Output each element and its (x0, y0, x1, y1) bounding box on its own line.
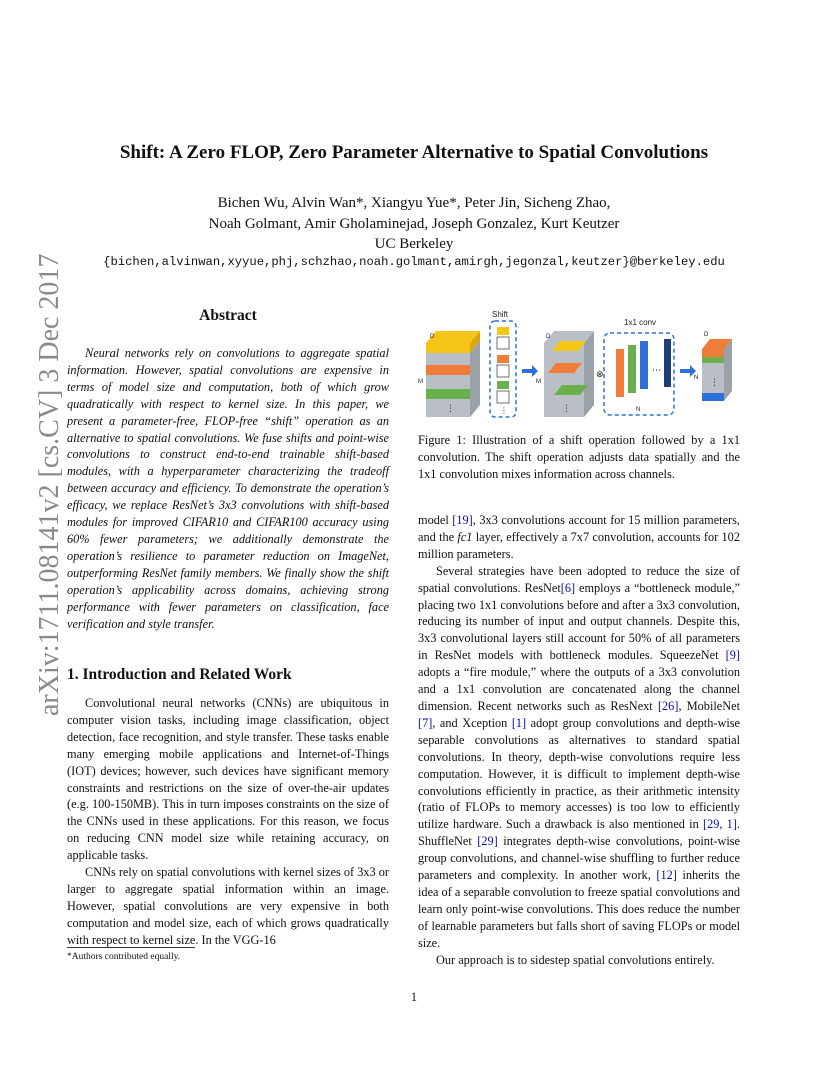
authors-line-2: Noah Golmant, Amir Gholaminejad, Joseph Gonzalez, Kurt Keutzer (208, 215, 620, 232)
footnote: *Authors contributed equally. (67, 952, 181, 962)
label-m-shifted: M (536, 379, 541, 385)
text-run: model (418, 513, 453, 527)
text-run: Several strategies have been adopted to reduce the size of spatial convolutions. ResNet (418, 563, 740, 595)
output-tensor (694, 332, 732, 401)
right-column-body (418, 512, 740, 968)
text-run: , and Xception (432, 715, 512, 730)
label-n-output: N (694, 375, 699, 381)
svg-text:⋮: ⋮ (562, 403, 571, 413)
citation-link[interactable]: [6] (560, 580, 576, 595)
text-run: employs a “bottleneck module,” placing two 1x1 convolutions before and after a 3x3 convolution, reducing its number of input and output channels. Despite this, 3x3 convolutional layers still account for 50% of all parameters in ResNet models with bottleneck modules. SqueezeNet (418, 580, 740, 663)
text-run: integrates depth-wise convolutions, point-wise group convolutions, and channel-wise shuffling to further reduce parameters and complexity. In another work, (418, 834, 740, 883)
shift-kernels (490, 310, 516, 417)
citation-link[interactable]: [29] (477, 834, 498, 849)
citation-link[interactable]: [9] (725, 648, 740, 663)
shifted-tensor (536, 331, 594, 417)
pointwise-conv (604, 318, 674, 415)
citation-link[interactable]: [26] (657, 698, 679, 713)
svg-text:⋯: ⋯ (652, 365, 661, 375)
input-tensor (418, 331, 480, 417)
text-run: adopt group convolutions and depth-wise separable convolutions as alternatives to standard spatial convolutions. In theory, depth-wise convolutions require less computation. However, it is difficult to implement depth-wise convolutions efficiently in practice, as their arithmetic intensity (ratio of FLOPs to memory accesses) is too low to efficiently utilize hardware. Such a drawback is also mentioned in (418, 715, 740, 832)
intro-paragraph-2: CNNs rely on spatial convolutions with kernel sizes of 3x3 or larger to aggregate spatial information within an image. However, spatial convolutions are very expensive in both computation and model size, each of which grows quadratically with respect to kernel size. In the VGG-16 (67, 865, 389, 947)
author-emails: {bichen,alvinwan,xyyue,phj,schzhao,noah.golmant,amirgh,jegonzal,keutzer}@berkeley.edu (103, 255, 725, 269)
citation-link[interactable]: [29, 1] (702, 817, 737, 832)
text-run: adopts a “fire module,” where the outputs of a 3x3 convolution and a 1x1 convolution are concatenated along the channel dimension. Recent networks such as ResNext (418, 665, 740, 713)
arxiv-stamp: arXiv:1711.08141v2 [cs.CV] 3 Dec 2017 (34, 253, 65, 716)
svg-text:⋮: ⋮ (500, 406, 508, 415)
citation-link[interactable]: [7] (418, 715, 433, 730)
text-run: , MobileNet (678, 698, 740, 713)
citation-link[interactable]: [1] (511, 715, 527, 730)
right-paragraph-2 (418, 563, 740, 952)
svg-text:⋮: ⋮ (710, 377, 719, 387)
label-n-conv: N (636, 407, 641, 413)
label-m-input: M (418, 379, 423, 385)
text-run: . ShuffleNet (418, 817, 740, 849)
section-heading-intro: 1. Introduction and Related Work (67, 666, 292, 683)
text-run: layer, effectively a 7x7 convolution, accounts for 102 million parameters. (418, 529, 740, 561)
text-run: inherits the idea of a separable convolution to freeze spatial convolutions and learn only point-wise convolutions. This does reduce the number of learnable parameters but falls short of saving FLOPs or model size. (418, 868, 740, 950)
abstract-paragraph: Neural networks rely on convolutions to aggregate spatial information. However, spatial convolutions are expensive in terms of model size and computation, both of which grow quadratically with respect to kernel size. In this paper, we present a parameter-free, FLOP-free “shift” operation as an alternative to spatial convolutions. We fuse shifts and point-wise convolutions to construct end-to-end trainable shift-based modules, with a hyperparameter characterizing the tradeoff between accuracy and efficiency. To demonstrate the operation’s efficacy, we replace ResNet’s 3x3 convolutions with shift-based modules for improved CIFAR10 and CIFAR100 accuracy using 60% fewer parameters; we additionally demonstrate the operation’s resilience to parameter reduction on ImageNet, outperforming ResNet family members. We finally show the shift operation’s applicability across domains, achieving strong performance with fewer parameters on classification, face verification and style transfer. (67, 346, 389, 631)
figure-shift-diagram (418, 305, 740, 423)
label-shift: Shift (492, 310, 509, 319)
text-run: , 3x3 convolutions account for 15 million parameters, and the (418, 513, 741, 544)
arrow-1 (522, 365, 538, 377)
right-paragraph-1 (418, 512, 740, 563)
authors-line-1: Bichen Wu, Alvin Wan*, Xiangyu Yue*, Peter Jin, Sicheng Zhao, (217, 195, 611, 211)
abstract-body (67, 345, 389, 632)
citation-link[interactable]: [12] (656, 868, 677, 883)
citation-link[interactable]: [19] (452, 513, 473, 527)
footnote-rule (67, 947, 195, 948)
conv-operator-icon: ⊗ (596, 369, 604, 379)
svg-text:⋮: ⋮ (446, 403, 455, 413)
figure-caption: Figure 1: Illustration of a shift operation followed by a 1x1 convolution. The shift operation adjusts data spatially and the 1x1 convolution mixes information across channels. (418, 433, 740, 481)
affiliation: UC Berkeley (374, 236, 454, 252)
text-run-italic: fc1 (457, 529, 473, 544)
label-1x1-conv: 1x1 conv (624, 318, 657, 327)
page-number: 1 (410, 990, 418, 1004)
paper-title: Shift: A Zero FLOP, Zero Parameter Alternative to Spatial Convolutions (119, 142, 709, 163)
label-df-shifted: D (546, 334, 551, 340)
author-block (0, 193, 828, 255)
abstract-heading: Abstract (199, 307, 257, 324)
right-paragraph-3: Our approach is to sidestep spatial convolutions entirely. (436, 952, 715, 967)
label-df-input: D (430, 334, 435, 340)
label-df-output: D (704, 332, 709, 338)
intro-body (67, 695, 389, 949)
intro-paragraph-1: Convolutional neural networks (CNNs) are ubiquitous in computer vision tasks, including image classification, object detection, face recognition, and style transfer. These tasks enable many emerging mobile applications and Internet-of-Things (IOT) devices; however, such devices have significant memory constraints and restrictions on the size of over-the-air updates (e.g. 100-150MB). This in turn imposes constraints on the size of the CNNs used in these applications. For this reason, we focus on reducing CNN model size while retaining accuracy, on applicable tasks. (67, 696, 389, 863)
